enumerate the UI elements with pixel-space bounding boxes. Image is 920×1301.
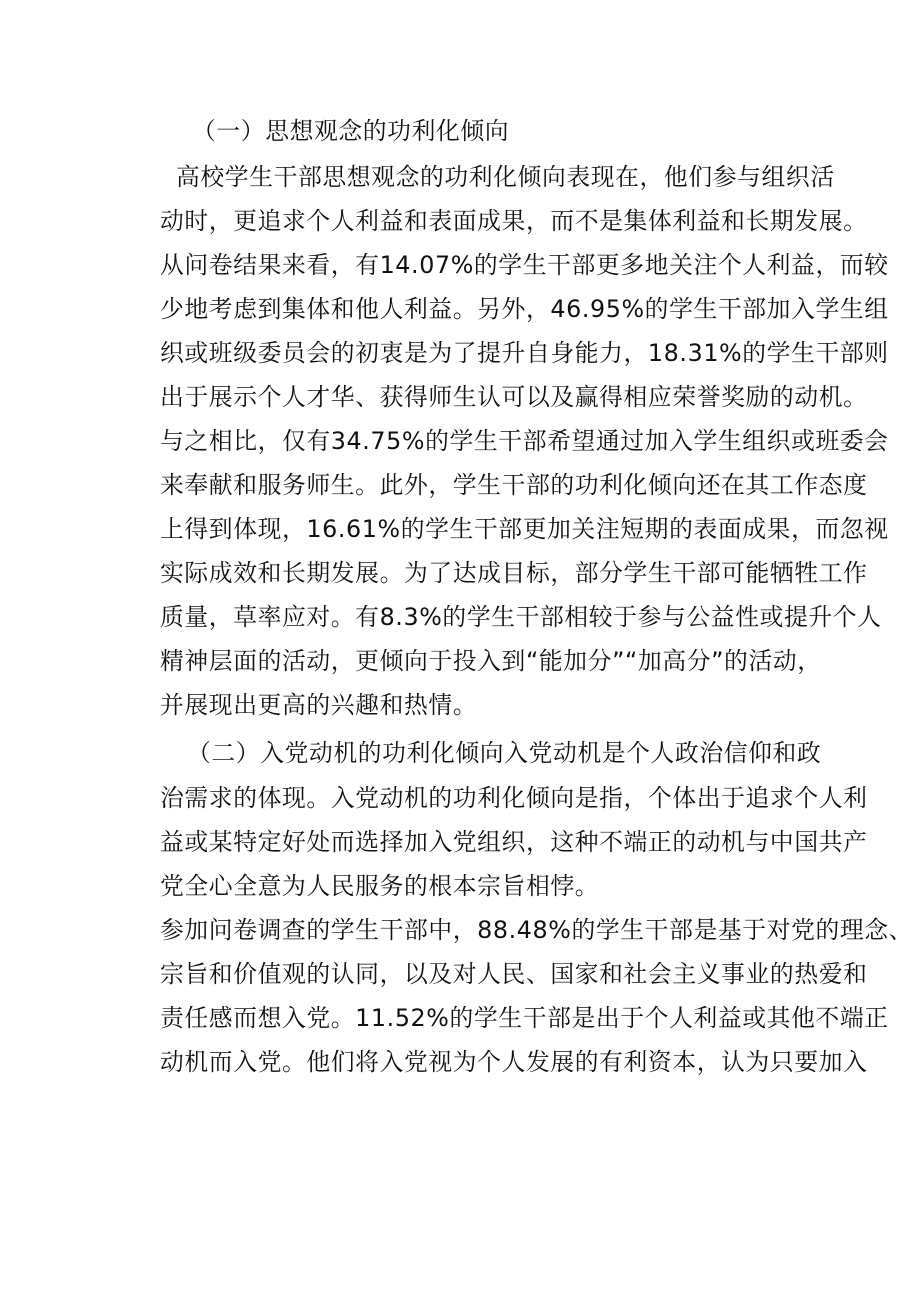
paragraph-line: 来奉献和服务师生。此外，学生干部的功利化倾向还在其工作态度 — [160, 471, 868, 499]
paragraph-line: 出于展示个人才华、获得师生认可以及赢得相应荣誉奖励的动机。 — [160, 383, 868, 411]
paragraph-line: 动机而入党。他们将入党视为个人发展的有利资本，认为只要加入 — [160, 1048, 868, 1076]
paragraph-line: 党全心全意为人民服务的根本宗旨相悖。 — [160, 872, 600, 900]
paragraph-line: 与之相比，仅有34.75%的学生干部希望通过加入学生组织或班委会 — [160, 427, 889, 455]
paragraph-line: 织或班级委员会的初衷是为了提升自身能力，18.31%的学生干部则 — [160, 339, 889, 367]
paragraph-line: （二）入党动机的功利化倾向入党动机是个人政治信仰和政 — [187, 739, 822, 767]
paragraph-line: 责任感而想入党。11.52%的学生干部是出于个人利益或其他不端正 — [160, 1004, 889, 1032]
paragraph-line: 上得到体现，16.61%的学生干部更加关注短期的表面成果，而忽视 — [160, 515, 889, 543]
paragraph-line: 高校学生干部思想观念的功利化倾向表现在，他们参与组织活 — [176, 163, 835, 191]
paragraph-line: 参加问卷调查的学生干部中，88.48%的学生干部是基于对党的理念、 — [160, 916, 914, 944]
paragraph-line: 质量，草率应对。有8.3%的学生干部相较于参与公益性或提升个人 — [160, 603, 882, 631]
paragraph-line: 动时，更追求个人利益和表面成果，而不是集体利益和长期发展。 — [160, 207, 868, 235]
paragraph-line: 实际成效和长期发展。为了达成目标，部分学生干部可能牺牲工作 — [160, 559, 868, 587]
paragraph-line: 少地考虑到集体和他人利益。另外，46.95%的学生干部加入学生组 — [160, 295, 889, 323]
paragraph-line: 精神层面的活动，更倾向于投入到“能加分”“加高分”的活动， — [160, 647, 822, 675]
paragraph-line: 从问卷结果来看，有14.07%的学生干部更多地关注个人利益，而较 — [160, 251, 889, 279]
paragraph-line: 治需求的体现。入党动机的功利化倾向是指，个体出于追求个人利 — [160, 784, 868, 812]
paragraph-line: 并展现出更高的兴趣和热情。 — [160, 691, 478, 719]
paragraph-line: 益或某特定好处而选择加入党组织，这种不端正的动机与中国共产 — [160, 828, 868, 856]
paragraph-line: 宗旨和价值观的认同，以及对人民、国家和社会主义事业的热爱和 — [160, 960, 868, 988]
section-one-heading: （一）思想观念的功利化倾向 — [192, 117, 510, 145]
